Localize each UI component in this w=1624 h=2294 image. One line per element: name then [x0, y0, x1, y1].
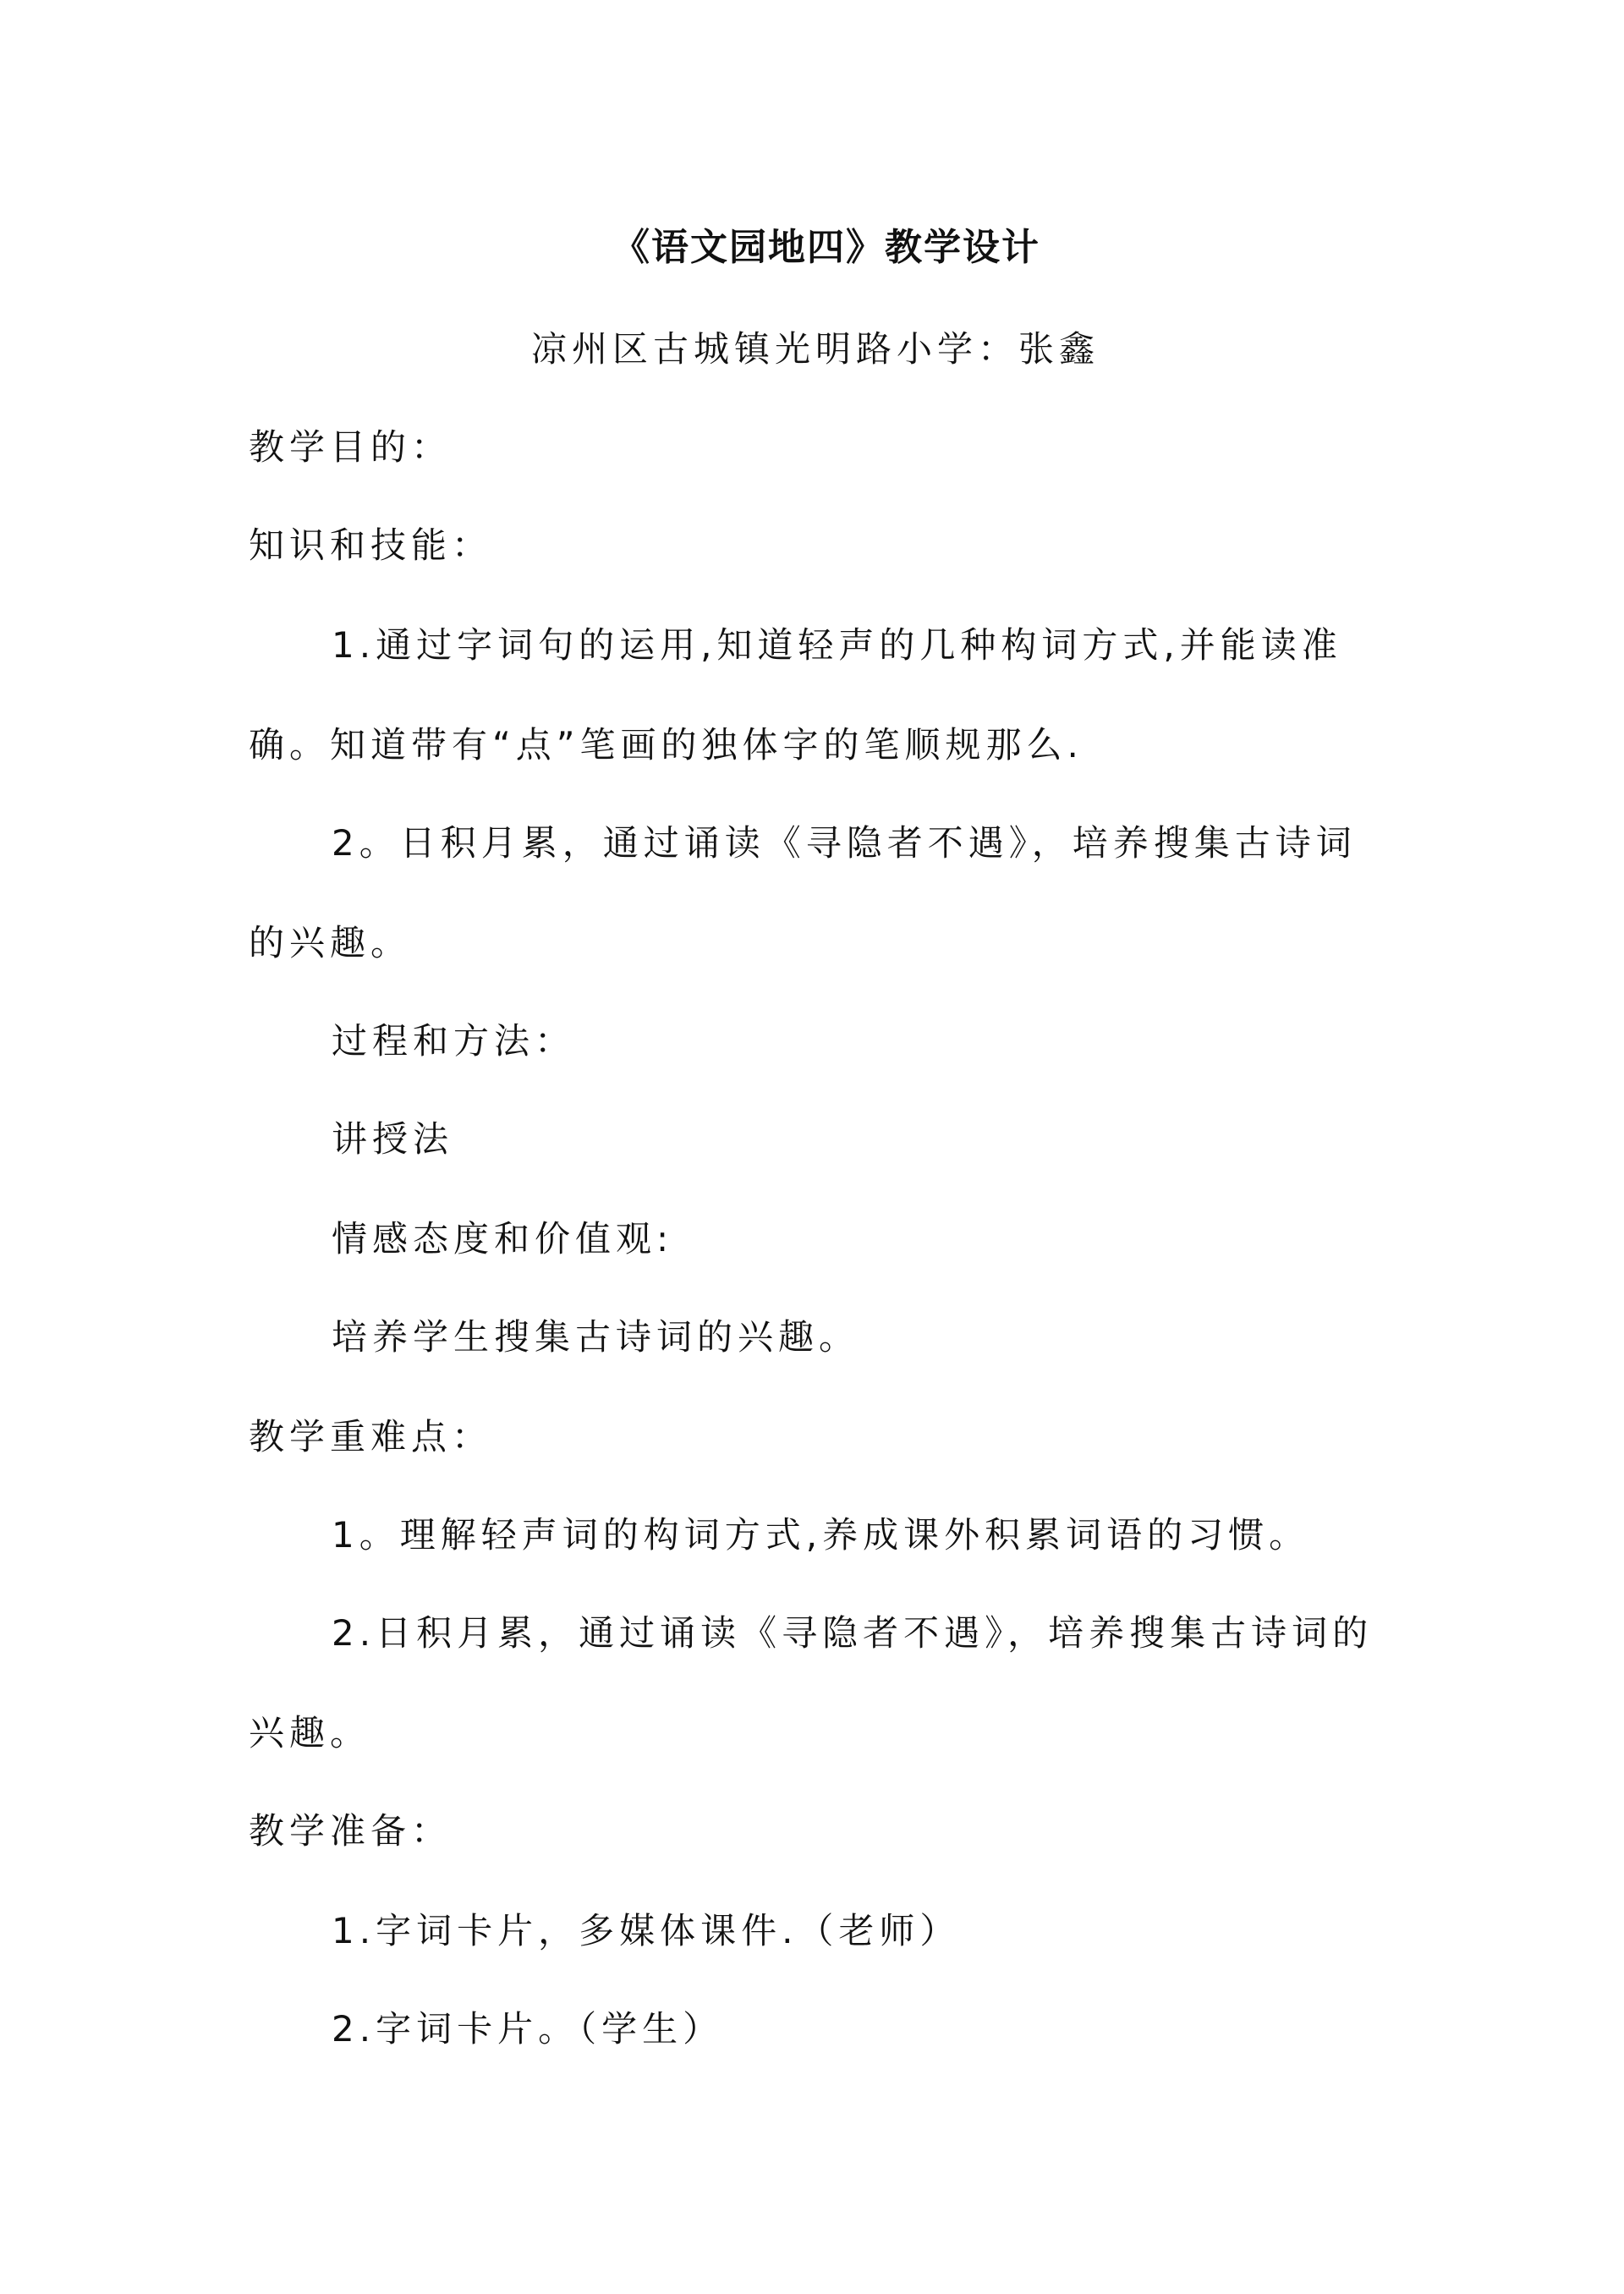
paragraph-line: 2.日积月累，通过诵读《寻隐者不遇》，培养搜集古诗词的	[332, 1612, 1374, 1654]
heading-process-method: 过程和方法：	[332, 1020, 576, 1062]
paragraph-line: 的兴趣。	[249, 922, 412, 963]
paragraph-line: 讲授法	[332, 1118, 454, 1160]
paragraph-line: 1.字词卡片，多媒体课件.（老师）	[332, 1910, 961, 1951]
paragraph-line: 确。知道带有“点”笔画的独体字的笔顺规那么.	[249, 724, 1084, 766]
paragraph-line: 培养学生搜集古诗词的兴趣。	[332, 1316, 860, 1358]
paragraph-line: 1。理解轻声词的构词方式,养成课外积累词语的习惯。	[332, 1514, 1310, 1556]
paragraph-line: 2.字词卡片。（学生）	[332, 2008, 724, 2050]
heading-emotion-values: 情感态度和价值观:	[332, 1218, 674, 1260]
heading-teaching-preparation: 教学准备：	[249, 1810, 453, 1852]
heading-knowledge-skills: 知识和技能：	[249, 524, 493, 566]
heading-key-difficulties: 教学重难点：	[249, 1416, 493, 1457]
heading-teaching-goals: 教学目的：	[249, 426, 453, 468]
paragraph-line: 兴趣。	[249, 1712, 371, 1753]
author-line: 凉州区古城镇光明路小学：张鑫	[531, 328, 1100, 370]
paragraph-line: 1.通过字词句的运用,知道轻声的几种构词方式,并能读准	[332, 624, 1342, 666]
paragraph-line: 2。日积月累，通过诵读《寻隐者不遇》，培养搜集古诗词	[332, 822, 1357, 864]
document-title: 《语文园地四》教学设计	[612, 226, 1040, 269]
